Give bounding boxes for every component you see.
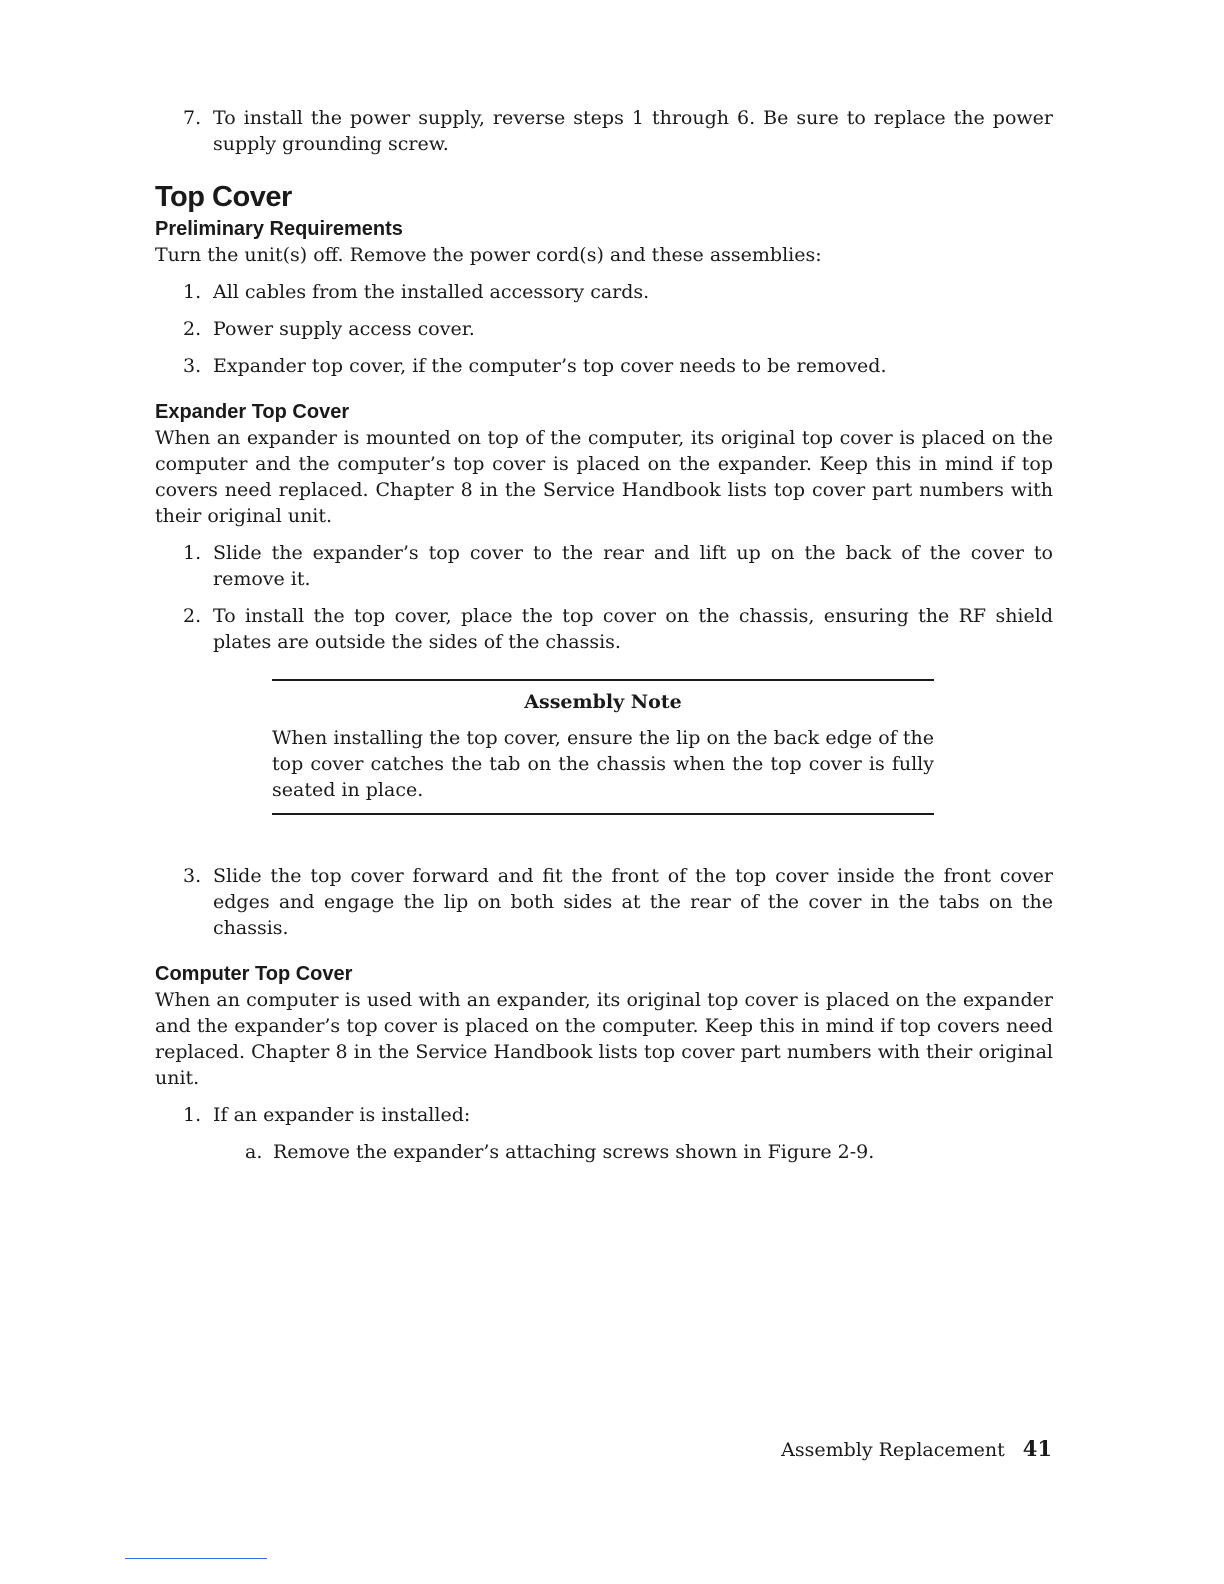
intro-step	[155, 105, 1053, 157]
step-text: Slide the top cover forward and fit the front of the top cover inside the front cover edges and engage the lip on both sides at the rear of the cover in the tabs on the chassis.	[213, 865, 1053, 939]
expander-step	[155, 863, 1053, 941]
computer-step	[155, 1102, 1053, 1128]
item-number: 3.	[183, 355, 202, 377]
expander-step	[155, 540, 1053, 592]
prelim-text: Turn the unit(s) off. Remove the power cord(s) and these assemblies:	[155, 244, 822, 266]
item-text: Power supply access cover.	[213, 318, 475, 340]
step-text: To install the power supply, reverse steps 1 through 6. Be sure to replace the power supply grounding screw.	[213, 107, 1053, 155]
page-number: 41	[1022, 1436, 1052, 1461]
computer-heading: Computer Top Cover	[155, 963, 353, 985]
step-text: To install the top cover, place the top cover on the chassis, ensuring the RF shield plates are outside the sides of the chassis.	[213, 605, 1053, 653]
expander-text: When an expander is mounted on top of the computer, its original top cover is placed on the computer and the computer’s top cover is placed on the expander. Keep this in mind if top covers need replaced. Chapter 8 in the Service Handbook lists top cover part numbers with their original unit.	[155, 427, 1053, 527]
step-number: 1.	[183, 542, 202, 564]
step-text: Slide the expander’s top cover to the rear and lift up on the back of the cover to remove it.	[213, 542, 1053, 590]
step-number: 7.	[183, 107, 202, 129]
prelim-item	[155, 316, 1053, 342]
prelim-item	[155, 353, 1053, 379]
step-number: 3.	[183, 865, 202, 887]
computer-text: When an computer is used with an expander, its original top cover is placed on the expander and the expander’s top cover is placed on the computer. Keep this in mind if top covers need replaced. Chapter 8 in the Service Handbook lists top cover part numbers with their original unit.	[155, 989, 1053, 1089]
section-title: Top Cover	[155, 181, 292, 213]
note-title: Assembly Note	[524, 691, 682, 713]
substep-text: Remove the expander’s attaching screws shown in Figure 2-9.	[273, 1141, 875, 1163]
expander-heading: Expander Top Cover	[155, 401, 350, 423]
substep-letter: a.	[245, 1141, 263, 1163]
item-number: 1.	[183, 281, 202, 303]
item-text: All cables from the installed accessory cards.	[213, 281, 650, 303]
page-footer	[781, 1436, 1052, 1461]
prelim-heading: Preliminary Requirements	[155, 218, 403, 240]
item-text: Expander top cover, if the computer’s top cover needs to be removed.	[213, 355, 887, 377]
link-underline	[125, 1558, 267, 1559]
note-text: When installing the top cover, ensure the lip on the back edge of the top cover catches the tab on the chassis when the top cover is fully seated in place.	[272, 727, 934, 801]
document-page	[155, 105, 1053, 1165]
step-text: If an expander is installed:	[213, 1104, 471, 1126]
step-number: 1.	[183, 1104, 202, 1126]
expander-step	[155, 603, 1053, 655]
footer-label: Assembly Replacement	[781, 1439, 1005, 1461]
item-number: 2.	[183, 318, 202, 340]
step-number: 2.	[183, 605, 202, 627]
prelim-item	[155, 279, 1053, 305]
assembly-note	[272, 679, 934, 815]
computer-substep	[155, 1139, 1053, 1165]
